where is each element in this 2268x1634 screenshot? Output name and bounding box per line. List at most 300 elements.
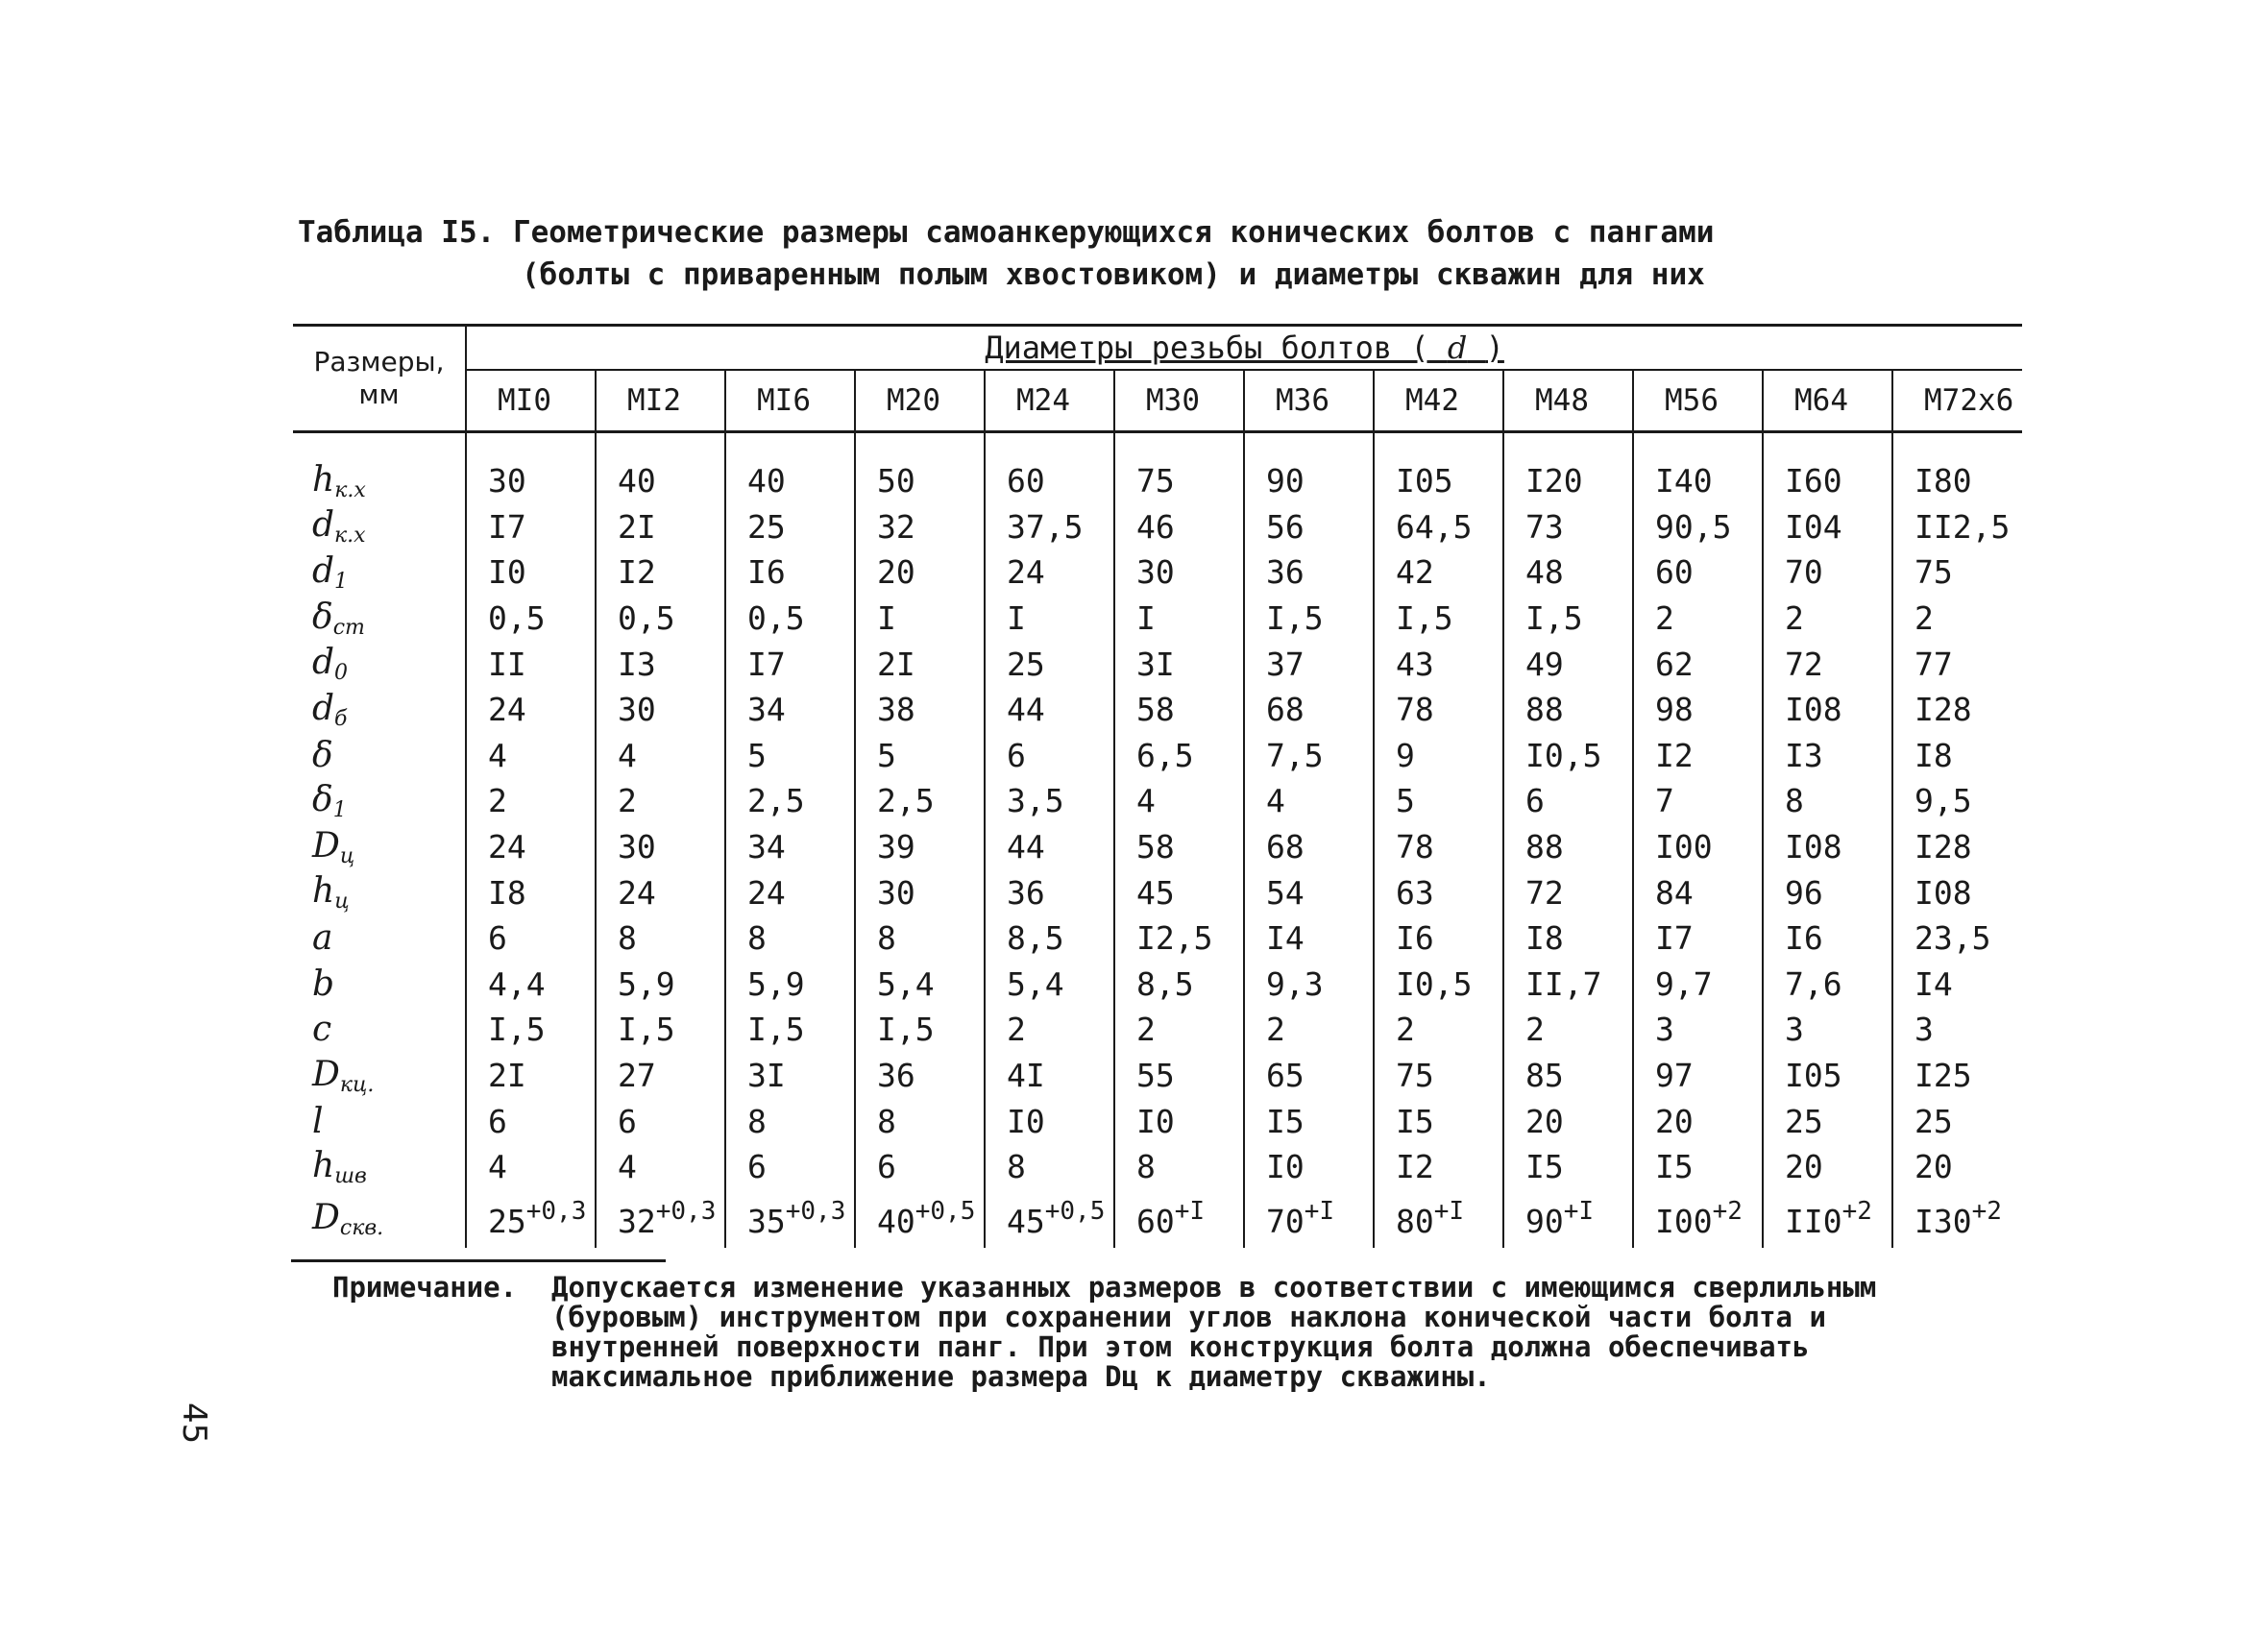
table-cell: I08 [1763,687,1892,733]
table-cell: 6 [985,733,1114,779]
symbol-letter: D [312,1054,340,1094]
table-cell: 25 [1892,1098,2022,1144]
table-cell: I7 [466,504,596,550]
row-symbol [293,824,466,870]
row-symbol [293,733,466,779]
table-row [293,432,2022,504]
table-cell: 4 [1244,778,1374,824]
table-cell: I0 [1244,1144,1374,1190]
table-cell: 40 [725,432,855,504]
column-header: MI0 [466,370,596,432]
table-cell: 58 [1114,824,1244,870]
row-symbol [293,915,466,962]
table-cell: I,5 [596,1007,725,1053]
table-cell: I4 [1244,915,1374,962]
table-cell: 7,6 [1763,962,1892,1008]
column-header-row [293,370,2022,432]
symbol-subscript: 1 [332,797,347,822]
table-row [293,915,2022,962]
table-cell: 8 [985,1144,1114,1190]
symbol-subscript: скв. [339,1215,384,1240]
column-header: M20 [855,370,985,432]
table-cell: 42 [1374,549,1503,596]
tolerance-value: +0,5 [1044,1197,1106,1226]
table-cell: 25 [985,641,1114,687]
table-cell-tolerance [1244,1190,1374,1248]
table-cell: 70 [1763,549,1892,596]
row-symbol [293,687,466,733]
symbol-letter: d [312,505,335,546]
table-cell: 6 [725,1144,855,1190]
row-symbol [293,778,466,824]
table-cell: 98 [1633,687,1763,733]
nominal-value: 35 [747,1203,786,1240]
table-cell: 2 [1244,1007,1374,1053]
table-cell: 4I [985,1053,1114,1099]
table-cell: 5,4 [855,962,985,1008]
table-cell: 56 [1244,504,1374,550]
table-cell: 24 [466,824,596,870]
table-cell: I7 [1633,915,1763,962]
note-text: Допускается изменение указанных размеров в соответствии с имеющимся сверлильным (буровым) инструментом при сохранении углов наклона конической части болта и внутренней поверхности панг. При этом конструкция болта должна обеспечивать максимальное приближение размера Dц к диаметру скважины. [551,1271,1877,1393]
column-header: M72x6 [1892,370,2022,432]
table-cell-tolerance [725,1190,855,1248]
table-cell: 34 [725,687,855,733]
table-cell-tolerance [855,1190,985,1248]
table-cell: I20 [1503,432,1633,504]
table-row [293,1053,2022,1099]
symbol-letter: δ [312,779,333,819]
row-symbol [293,504,466,550]
table-cell: I,5 [855,1007,985,1053]
table-row-borehole [293,1190,2022,1248]
table-cell: 34 [725,824,855,870]
table-cell: I [985,596,1114,642]
table-cell: 8 [1763,778,1892,824]
table-cell: 6,5 [1114,733,1244,779]
table-cell: I0 [985,1098,1114,1144]
table-cell: 85 [1503,1053,1633,1099]
table-cell: 49 [1503,641,1633,687]
table-cell: 68 [1244,824,1374,870]
table-cell: 2I [596,504,725,550]
table-cell: I60 [1763,432,1892,504]
table-cell: 2 [985,1007,1114,1053]
table-cell: 6 [855,1144,985,1190]
nominal-value: II0 [1785,1203,1842,1240]
column-header: M48 [1503,370,1633,432]
table-cell: 0,5 [596,596,725,642]
table-cell: 65 [1244,1053,1374,1099]
table-row [293,1144,2022,1190]
table-cell: 77 [1892,641,2022,687]
table-cell: 8 [725,915,855,962]
table-cell: 2I [466,1053,596,1099]
table-cell: 9,3 [1244,962,1374,1008]
dimensions-table [293,324,2022,1248]
table-cell: 39 [855,824,985,870]
table-cell: 30 [1114,549,1244,596]
table-cell: I2 [1633,733,1763,779]
table-cell-tolerance [1892,1190,2022,1248]
symbol-letter: δ [312,735,333,775]
row-symbol [293,1007,466,1053]
table-cell: I3 [596,641,725,687]
table-cell: I04 [1763,504,1892,550]
table-cell: 3,5 [985,778,1114,824]
table-cell: 58 [1114,687,1244,733]
table-cell: I6 [1374,915,1503,962]
nominal-value: 80 [1396,1203,1434,1240]
tolerance-value: +I [1563,1197,1595,1226]
table-cell: 50 [855,432,985,504]
table-cell: 6 [466,1098,596,1144]
table-cell: 54 [1244,869,1374,915]
table-cell-tolerance [1763,1190,1892,1248]
table-cell-tolerance [466,1190,596,1248]
table-cell: I,5 [725,1007,855,1053]
table-cell: 30 [596,687,725,733]
symbol-subscript: ц [334,890,350,915]
table-cell: 75 [1374,1053,1503,1099]
nominal-value: I30 [1914,1203,1972,1240]
table-row [293,596,2022,642]
table-cell: 24 [725,869,855,915]
table-cell: 90,5 [1633,504,1763,550]
table-cell: I05 [1763,1053,1892,1099]
table-row [293,962,2022,1008]
table-caption [298,211,1931,296]
tolerance-value: +I [1174,1197,1206,1226]
row-symbol [293,962,466,1008]
table-cell: 24 [466,687,596,733]
table-cell: 8,5 [985,915,1114,962]
table-cell: I [855,596,985,642]
page-number: 45 [175,1402,213,1445]
column-header: M56 [1633,370,1763,432]
table-cell: 25 [1763,1098,1892,1144]
table-cell: 45 [1114,869,1244,915]
symbol-letter: h [312,871,335,912]
table-cell: I8 [1503,915,1633,962]
table-row [293,1098,2022,1144]
table-body [293,432,2022,1248]
table-cell: 23,5 [1892,915,2022,962]
table-cell: 25 [725,504,855,550]
table-cell: 5 [855,733,985,779]
table-cell: 60 [1633,549,1763,596]
table-row [293,824,2022,870]
table-row [293,687,2022,733]
table-cell: 43 [1374,641,1503,687]
symbol-letter: D [312,825,340,866]
symbol-letter: h [312,1145,335,1185]
note-label: Примечание. [332,1271,518,1304]
table-cell: 46 [1114,504,1244,550]
caption-line-2: (болты с приваренным полым хвостовиком) и диаметры скважин для них [522,257,1705,292]
table-cell: 20 [1503,1098,1633,1144]
table-cell: 5,4 [985,962,1114,1008]
table-cell: II,7 [1503,962,1633,1008]
table-cell: 2 [1763,596,1892,642]
table-cell: 0,5 [466,596,596,642]
table-cell: 88 [1503,824,1633,870]
table-cell: 30 [466,432,596,504]
group-header-cell [466,326,2022,371]
table-cell: 24 [985,549,1114,596]
table-cell: 75 [1892,549,2022,596]
symbol-subscript: 0 [334,661,349,686]
column-header: M36 [1244,370,1374,432]
table-cell: 2I [855,641,985,687]
tolerance-value: +2 [1841,1197,1872,1226]
table-cell: 30 [596,824,725,870]
table-cell: 2 [1114,1007,1244,1053]
table-cell: 27 [596,1053,725,1099]
table-row [293,869,2022,915]
table-cell: 44 [985,687,1114,733]
column-header: MI2 [596,370,725,432]
table-cell-tolerance [596,1190,725,1248]
table-cell: 4 [466,733,596,779]
table-cell: I2 [596,549,725,596]
table-bottom-rule [291,1259,666,1262]
tolerance-value: +0,3 [525,1197,587,1226]
tolerance-value: +I [1304,1197,1335,1226]
symbol-letter: d [312,688,335,728]
table-cell: 55 [1114,1053,1244,1099]
table-cell-tolerance [985,1190,1114,1248]
symbol-subscript: 1 [334,569,349,594]
tolerance-value: +0,5 [915,1197,976,1226]
table-cell: 3I [725,1053,855,1099]
table-cell: I0,5 [1374,962,1503,1008]
symbol-subscript: к.х [334,477,366,502]
table-cell: I5 [1503,1144,1633,1190]
table-cell: 38 [855,687,985,733]
table-cell: 88 [1503,687,1633,733]
table-cell-tolerance [1374,1190,1503,1248]
table-cell: 78 [1374,824,1503,870]
table-cell: 9 [1374,733,1503,779]
table-cell: I00 [1633,824,1763,870]
group-header-close: ) [1485,329,1504,366]
table-cell: 5 [1374,778,1503,824]
symbol-letter: a [312,918,333,959]
table-cell: I8 [466,869,596,915]
symbol-letter: l [312,1101,324,1141]
column-header: M30 [1114,370,1244,432]
table-cell-tolerance [1633,1190,1763,1248]
table-cell: I05 [1374,432,1503,504]
table-cell: I28 [1892,687,2022,733]
table-cell: 20 [1892,1144,2022,1190]
group-header-symbol: d [1447,329,1468,366]
table-cell: I40 [1633,432,1763,504]
symbol-subscript: б [334,706,348,731]
table-cell: I7 [725,641,855,687]
table-cell: I,5 [1503,596,1633,642]
table-cell: 6 [1503,778,1633,824]
table-cell: 2 [466,778,596,824]
table-cell: 20 [855,549,985,596]
table-cell: 36 [985,869,1114,915]
table-cell: 4 [596,1144,725,1190]
nominal-value: 70 [1266,1203,1305,1240]
table-cell: I0 [1114,1098,1244,1144]
nominal-value: 90 [1525,1203,1564,1240]
table-cell: I5 [1633,1144,1763,1190]
table-cell: I0 [466,549,596,596]
tolerance-value: +0,3 [655,1197,717,1226]
table-row [293,733,2022,779]
table-cell: 8 [596,915,725,962]
symbol-letter: h [312,459,335,500]
table-cell: 2 [1633,596,1763,642]
table-cell: I25 [1892,1053,2022,1099]
table-cell: I,5 [466,1007,596,1053]
tolerance-value: +0,3 [785,1197,846,1226]
symbol-letter: b [312,963,335,1004]
table-cell: I3 [1763,733,1892,779]
table-cell: 36 [1244,549,1374,596]
table-cell: 68 [1244,687,1374,733]
table-cell: 78 [1374,687,1503,733]
table-cell: 5 [725,733,855,779]
symbol-letter: δ [312,597,333,637]
table-cell: 8,5 [1114,962,1244,1008]
row-symbol [293,641,466,687]
table-cell: 48 [1503,549,1633,596]
table-cell: 2 [596,778,725,824]
table-cell: 75 [1114,432,1244,504]
table-cell: 32 [855,504,985,550]
row-symbol [293,869,466,915]
nominal-value: 60 [1136,1203,1175,1240]
nominal-value: 32 [618,1203,656,1240]
table-cell: 0,5 [725,596,855,642]
table-cell: I8 [1892,733,2022,779]
column-header: MI6 [725,370,855,432]
symbol-subscript: шв [334,1163,367,1188]
symbol-subscript: ц [339,843,355,868]
table-container [293,324,2022,1248]
table-cell: 4 [466,1144,596,1190]
tolerance-value: +I [1433,1197,1465,1226]
table-cell: 6 [466,915,596,962]
table-cell: 8 [725,1098,855,1144]
table-row [293,641,2022,687]
table-cell: 30 [855,869,985,915]
table-cell: 8 [855,1098,985,1144]
table-cell: 9,5 [1892,778,2022,824]
nominal-value: I00 [1655,1203,1713,1240]
table-cell: 20 [1633,1098,1763,1144]
table-cell: I,5 [1374,596,1503,642]
row-header-cell: Размеры, мм [293,326,466,432]
column-header: M64 [1763,370,1892,432]
table-cell: II2,5 [1892,504,2022,550]
table-cell: 3I [1114,641,1244,687]
table-cell: I2 [1374,1144,1503,1190]
column-header: M24 [985,370,1114,432]
table-cell: I80 [1892,432,2022,504]
table-cell: I08 [1763,824,1892,870]
table-cell: I0,5 [1503,733,1633,779]
table-row [293,778,2022,824]
table-cell: I,5 [1244,596,1374,642]
row-symbol [293,1098,466,1144]
table-cell: 84 [1633,869,1763,915]
row-symbol [293,549,466,596]
table-cell: I4 [1892,962,2022,1008]
table-cell: 3 [1892,1007,2022,1053]
tolerance-value: +2 [1971,1197,2002,1226]
table-row [293,549,2022,596]
table-cell: 3 [1633,1007,1763,1053]
table-cell: 90 [1244,432,1374,504]
table-cell: 62 [1633,641,1763,687]
symbol-subscript: к.х [334,524,366,549]
table-cell: 5,9 [725,962,855,1008]
table-cell: 36 [855,1053,985,1099]
row-symbol [293,1053,466,1099]
table-cell: 2,5 [725,778,855,824]
tolerance-value: +2 [1712,1197,1743,1226]
symbol-letter: c [312,1010,332,1050]
table-cell: 24 [596,869,725,915]
symbol-subscript: ст [332,615,365,640]
caption-line-1: Таблица I5. Геометрические размеры самоанкерующихся конических болтов с пангами [298,215,1715,250]
table-cell: I5 [1244,1098,1374,1144]
table-cell: I6 [725,549,855,596]
table-cell: 37,5 [985,504,1114,550]
table-cell: 37 [1244,641,1374,687]
table-cell: 9,7 [1633,962,1763,1008]
nominal-value: 45 [1007,1203,1045,1240]
table-cell: 72 [1503,869,1633,915]
table-cell: 64,5 [1374,504,1503,550]
symbol-letter: d [312,643,335,683]
table-cell: 97 [1633,1053,1763,1099]
table-cell: 96 [1763,869,1892,915]
table-cell: I6 [1763,915,1892,962]
table-cell: 20 [1763,1144,1892,1190]
table-cell: 6 [596,1098,725,1144]
table-cell: 44 [985,824,1114,870]
table-cell: I28 [1892,824,2022,870]
table-cell-tolerance [1114,1190,1244,1248]
row-symbol [293,1144,466,1190]
table-cell: 8 [1114,1144,1244,1190]
table-row [293,504,2022,550]
table-cell-tolerance [1503,1190,1633,1248]
row-symbol [293,432,466,504]
table-row [293,1007,2022,1053]
table-cell: 72 [1763,641,1892,687]
symbol-letter: d [312,550,335,591]
table-cell: 40 [596,432,725,504]
table-cell: 7,5 [1244,733,1374,779]
group-header-text: Диаметры резьбы болтов ( [985,329,1429,366]
symbol-subscript: кц. [339,1072,375,1097]
table-cell: 2 [1892,596,2022,642]
table-cell: 63 [1374,869,1503,915]
table-cell: 3 [1763,1007,1892,1053]
row-symbol [293,596,466,642]
nominal-value: 25 [488,1203,526,1240]
symbol-letter: D [312,1197,340,1237]
